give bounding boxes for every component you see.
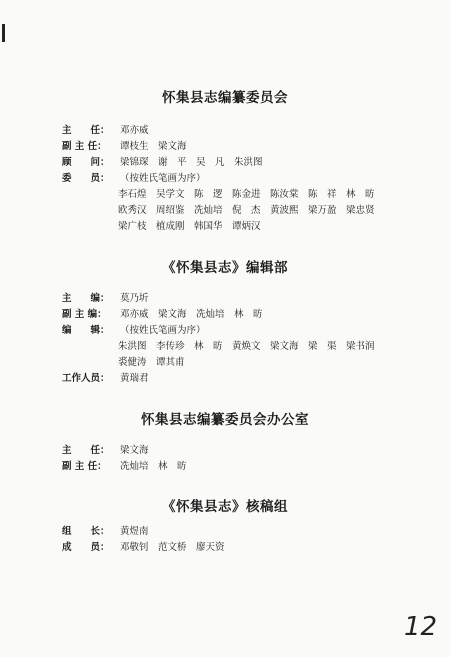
committee-member-line: 欧秀汉 周绍鉴 冼灿培 倪 杰 黄波熙 梁万盈 梁忠贤 <box>118 205 375 216</box>
row-value: 谭枝生 梁文海 <box>120 141 187 152</box>
editorial-row-chief <box>62 293 149 305</box>
row-value: （按姓氏笔画为序） <box>120 325 206 336</box>
row-label: 主 任： <box>62 125 110 136</box>
office-title: 怀集县志编纂委员会办公室 <box>141 412 309 428</box>
row-value: 莫乃圻 <box>120 293 149 304</box>
editorial-row-deputy <box>62 309 263 321</box>
row-value: 邓亦威 <box>120 125 149 136</box>
committee-row-director <box>62 125 149 137</box>
scan-edge-mark <box>2 24 5 42</box>
office-row-director <box>62 445 149 457</box>
row-value: 邓敬钊 范文桥 廖天资 <box>120 542 225 553</box>
office-row-deputy <box>62 461 187 473</box>
editorial-row-staff <box>62 373 149 385</box>
row-value: 梁锦琛 谢 平 吴 凡 朱洪图 <box>120 157 263 168</box>
row-value: 黄瑞君 <box>120 373 149 384</box>
row-label: 主 任： <box>62 445 110 456</box>
row-label: 编 辑： <box>62 325 110 336</box>
row-label: 成 员： <box>62 542 110 553</box>
review-row-leader <box>62 526 149 538</box>
row-label: 组 长： <box>62 526 110 537</box>
editorial-member-line: 裘健涛 谭其甫 <box>118 357 185 368</box>
committee-member-line: 李石煌 吴学文 陈 逻 陈金进 陈汝棠 陈 祥 林 昉 <box>118 189 375 200</box>
committee-member-line: 梁广枝 植成刚 韩国华 谭炳汉 <box>118 221 261 232</box>
review-title: 《怀集县志》核稿组 <box>162 499 288 515</box>
review-row-members <box>62 542 225 554</box>
page-number: 12 <box>404 612 438 642</box>
row-label: 副 主 任： <box>62 461 107 472</box>
row-label: 副 主 任： <box>62 141 107 152</box>
row-label: 委 员： <box>62 173 110 184</box>
committee-row-advisor <box>62 157 263 169</box>
row-label: 副 主 编： <box>62 309 107 320</box>
editorial-member-line: 朱洪图 李传珍 林 昉 黄焕文 梁文海 梁 渠 梁书润 <box>118 341 375 352</box>
editorial-title: 《怀集县志》编辑部 <box>162 260 288 276</box>
committee-title: 怀集县志编纂委员会 <box>162 90 288 106</box>
committee-row-deputy <box>62 141 187 153</box>
row-value: （按姓氏笔画为序） <box>120 173 206 184</box>
editorial-row-editors <box>62 325 206 337</box>
row-value: 黄煜南 <box>120 526 149 537</box>
row-value: 梁文海 <box>120 445 149 456</box>
row-label: 顾 问： <box>62 157 110 168</box>
committee-row-members <box>62 173 206 185</box>
row-value: 冼灿培 林 昉 <box>120 461 187 472</box>
row-label: 主 编： <box>62 293 110 304</box>
row-label: 工作人员： <box>62 373 110 384</box>
row-value: 邓亦威 梁文海 冼灿培 林 昉 <box>120 309 263 320</box>
